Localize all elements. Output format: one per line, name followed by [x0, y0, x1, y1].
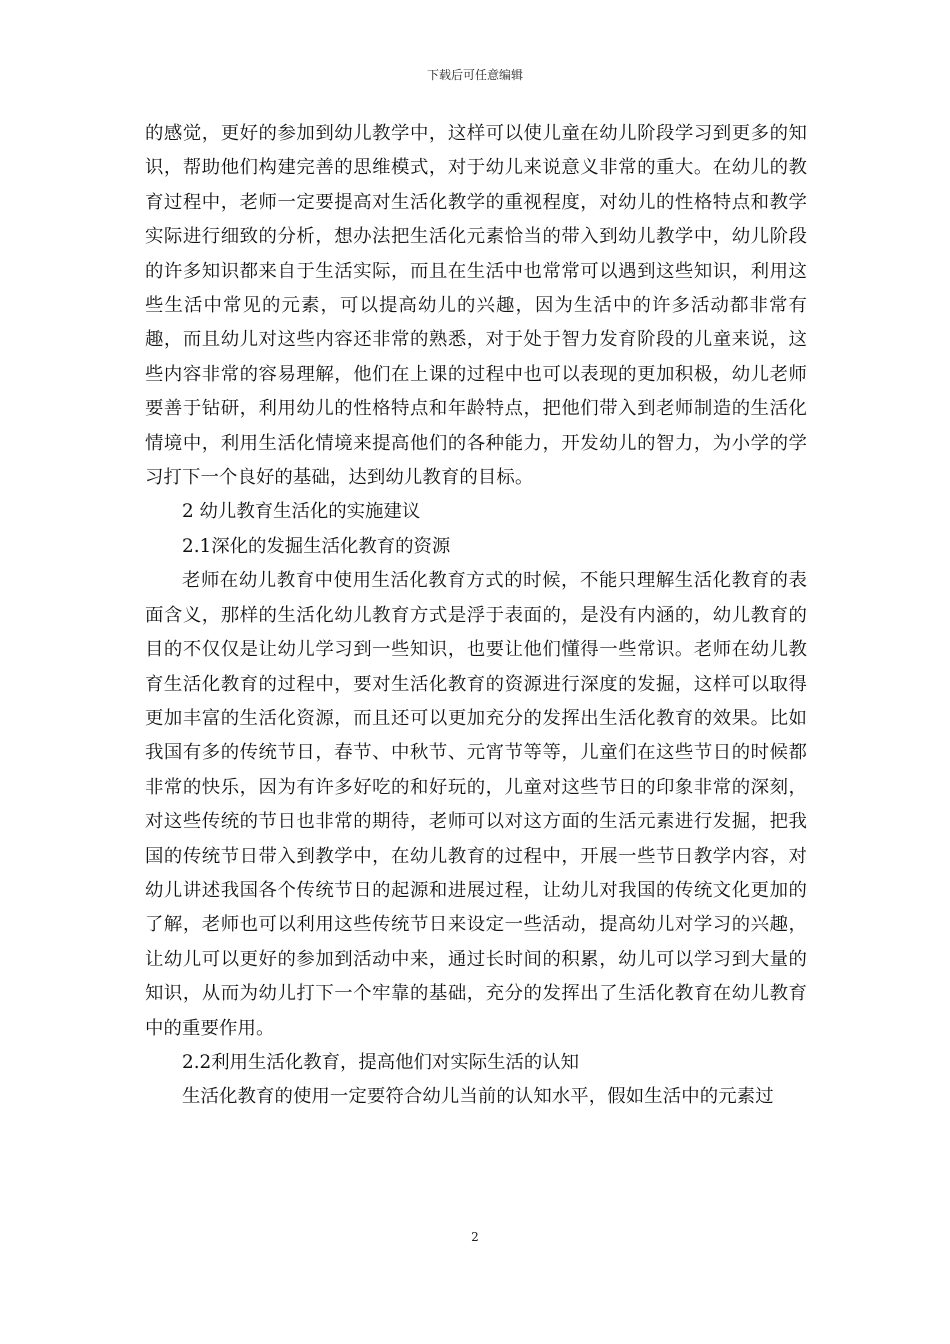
document-body [145, 117, 807, 1115]
paragraph-2-2: 生活化教育的使用一定要符合幼儿当前的认知水平，假如生活中的元素过 [182, 1086, 774, 1108]
subsection-heading-2-1: 2.1深化的发掘生活化教育的资源 [182, 535, 451, 557]
section-heading-2: 2 幼儿教育生活化的实施建议 [182, 501, 421, 523]
page-header: 下载后可任意编辑 [426, 68, 523, 82]
subsection-heading-2-2: 2.2利用生活化教育，提高他们对实际生活的认知 [182, 1051, 580, 1073]
page-number: 2 [471, 1230, 479, 1244]
paragraph-continuation: 的感觉，更好的参加到幼儿教学中，这样可以使儿童在幼儿阶段学习到更多的知识，帮助他们构建完善的思维模式，对于幼儿来说意义非常的重大。在幼儿的教育过程中，老师一定要提高对生活化教学的重视程度，对幼儿的性格特点和教学实际进行细致的分析，想办法把生活化元素恰当的带入到幼儿教学中，幼儿阶段的许多知识都来自于生活实际，而且在生活中也常常可以遇到这些知识，利用这些生活中常见的元素，可以提高幼儿的兴趣，因为生活中的许多活动都非常有趣，而且幼儿对这些内容还非常的熟悉，对于处于智力发育阶段的儿童来说，这些内容非常的容易理解，他们在上课的过程中也可以表现的更加积极，幼儿老师要善于钻研，利用幼儿的性格特点和年龄特点，把他们带入到老师制造的生活化情境中，利用生活化情境来提高他们的各种能力，开发幼儿的智力，为小学的学习打下一个良好的基础，达到幼儿教育的目标。 [145, 123, 807, 489]
paragraph-2-1: 老师在幼儿教育中使用生活化教育方式的时候，不能只理解生活化教育的表面含义，那样的生活化幼儿教育方式是浮于表面的，是没有内涵的，幼儿教育的目的不仅仅是让幼儿学习到一些知识，也要让他们懂得一些常识。老师在幼儿教育生活化教育的过程中，要对生活化教育的资源进行深度的发掘，这样可以取得更加丰富的生活化资源，而且还可以更加充分的发挥出生活化教育的效果。比如我国有多的传统节日，春节、中秋节、元宵节等等，儿童们在这些节日的时候都非常的快乐，因为有许多好吃的和好玩的，儿童对这些节日的印象非常的深刻，对这些传统的节日也非常的期待，老师可以对这方面的生活元素进行发掘，把我国的传统节日带入到教学中，在幼儿教育的过程中，开展一些节日教学内容，对幼儿讲述我国各个传统节日的起源和进展过程，让幼儿对我国的传统文化更加的了解，老师也可以利用这些传统节日来设定一些活动，提高幼儿对学习的兴趣，让幼儿可以更好的参加到活动中来，通过长时间的积累，幼儿可以学习到大量的知识，从而为幼儿打下一个牢靠的基础，充分的发挥出了生活化教育在幼儿教育中的重要作用。 [145, 570, 807, 1039]
